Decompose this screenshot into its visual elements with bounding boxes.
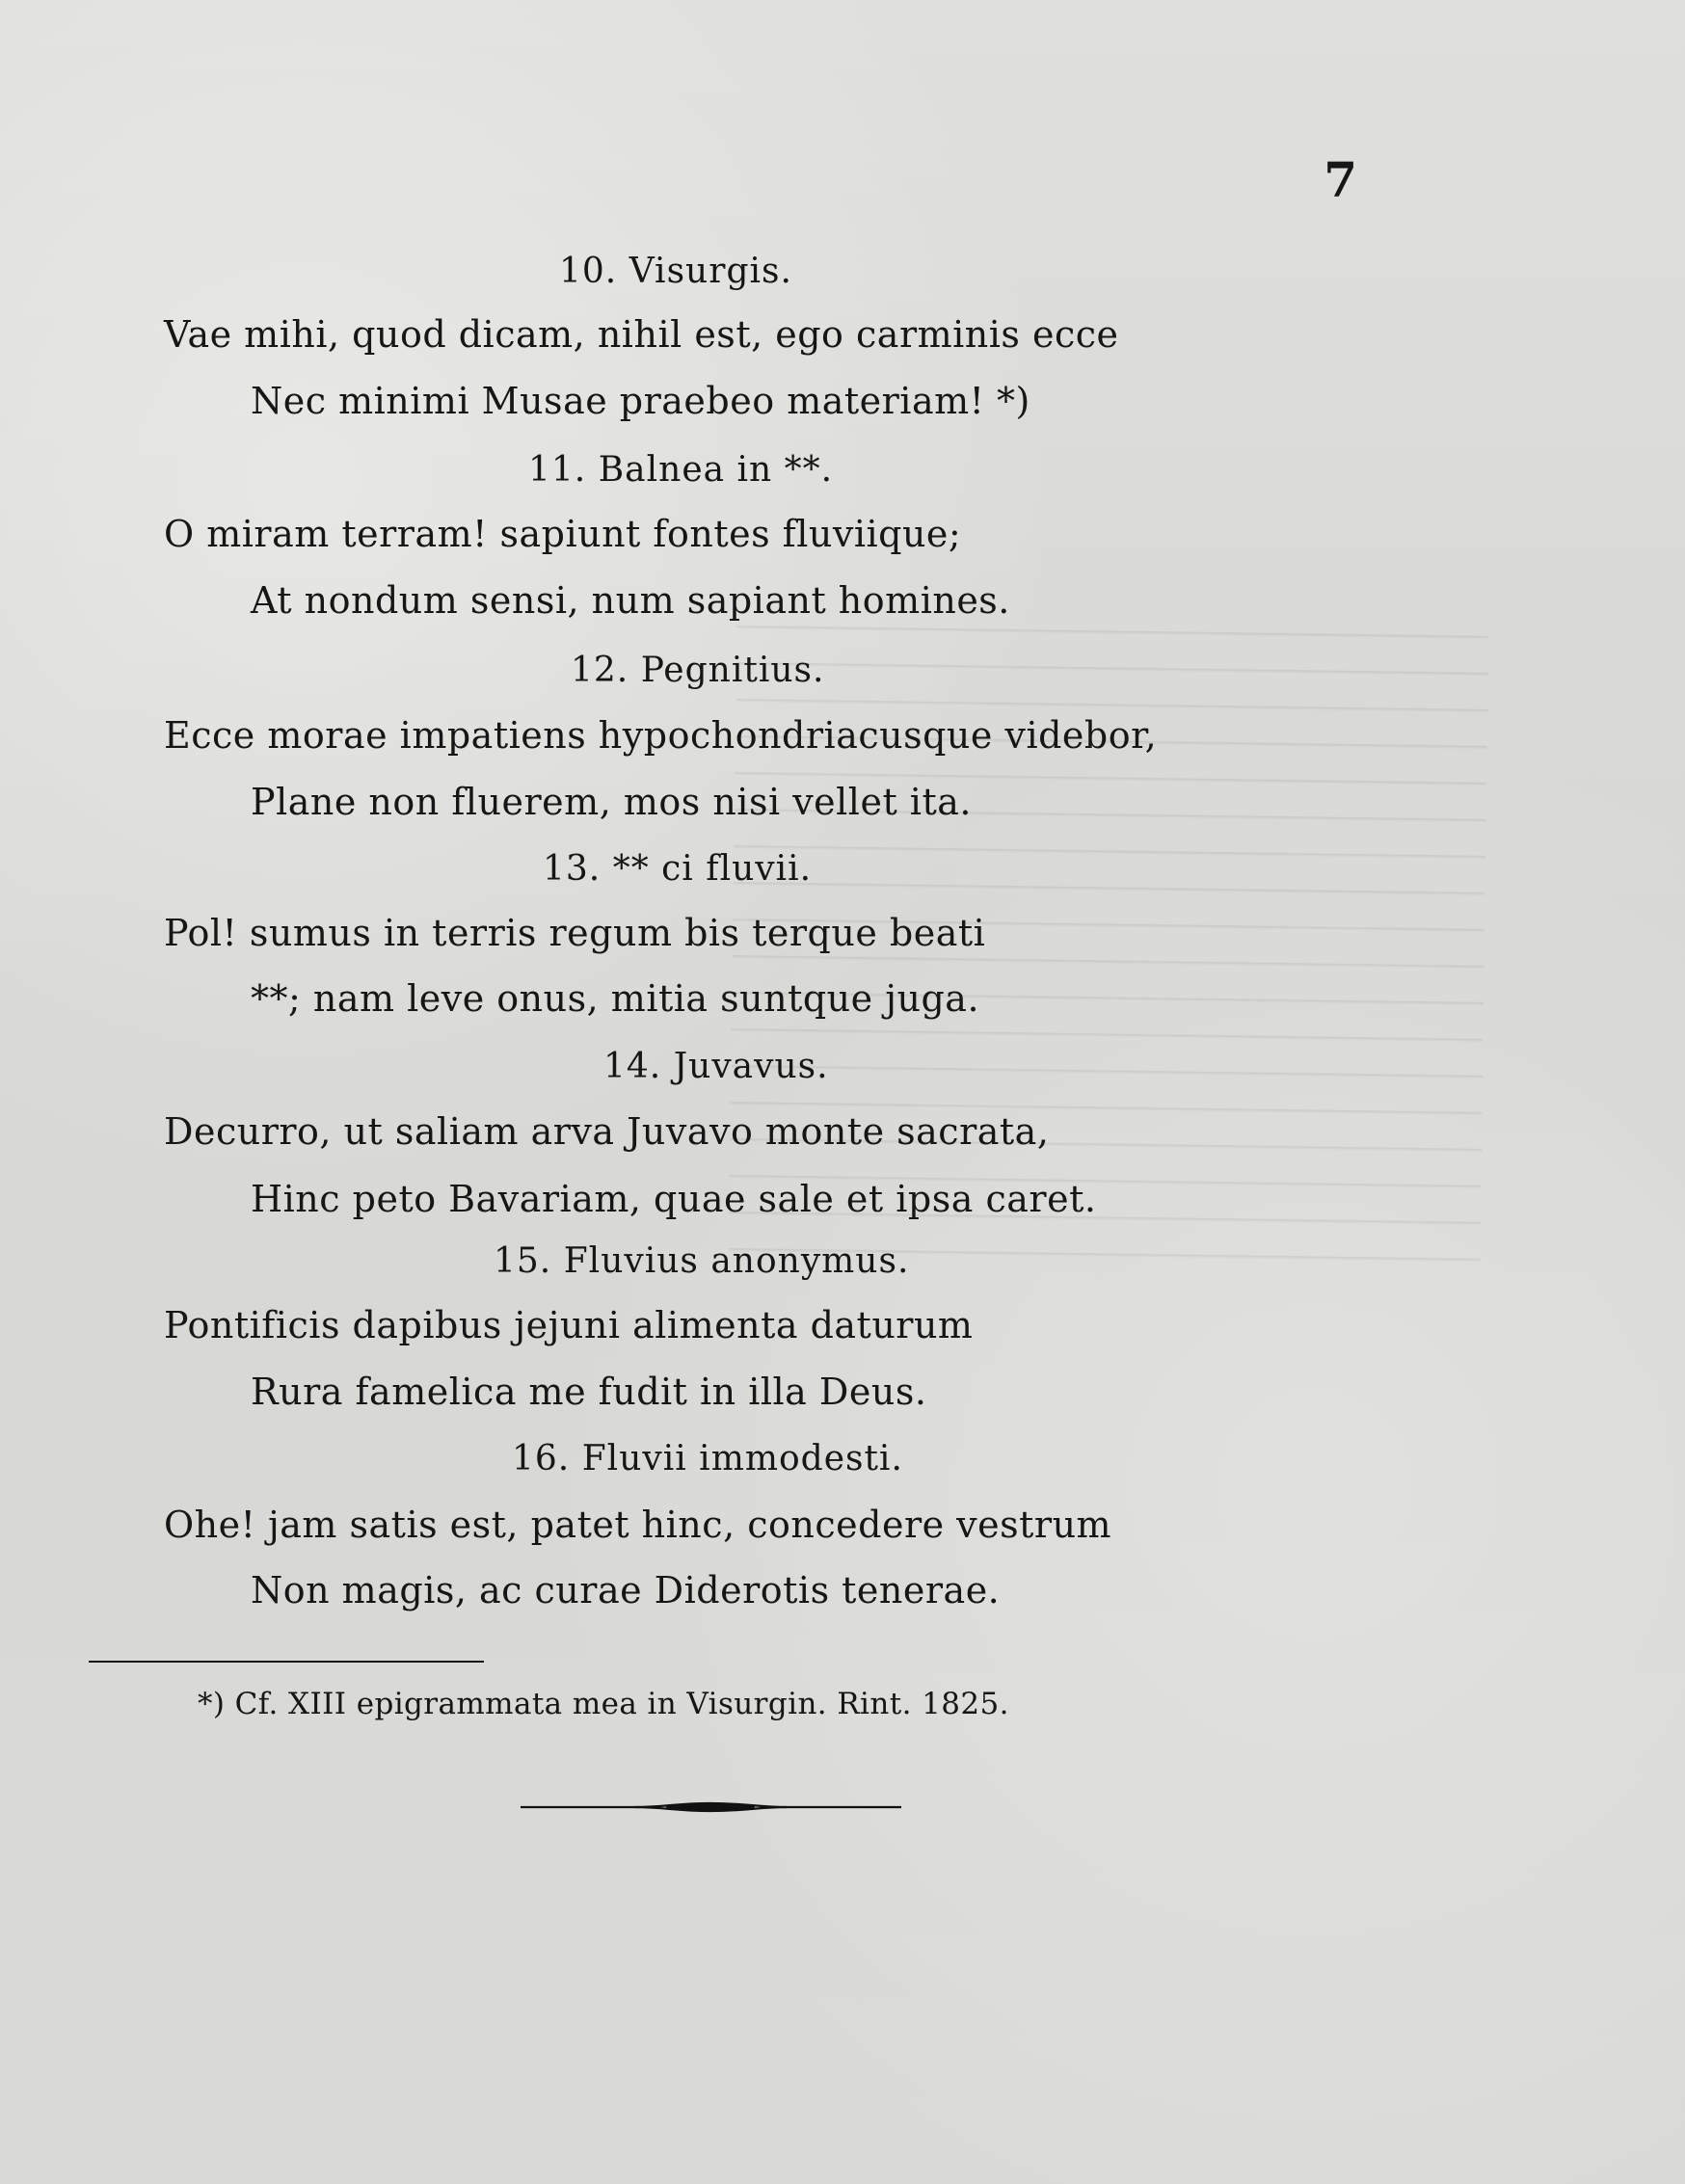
poem-16-line-1: Ohe! jam satis est, patet hinc, concedere vestrum xyxy=(164,1504,1112,1546)
poem-12-line-2: Plane non fluerem, mos nisi vellet ita. xyxy=(251,781,972,823)
poem-heading-16: 16. Fluvii immodesti. xyxy=(512,1439,903,1478)
poem-13-line-2: **; nam leve onus, mitia suntque juga. xyxy=(251,977,980,1020)
poem-15-line-2: Rura famelica me fudit in illa Deus. xyxy=(251,1371,927,1413)
poem-16-line-2: Non magis, ac curae Diderotis tenerae. xyxy=(251,1569,1001,1611)
poem-11-line-1: O miram terram! sapiunt fontes fluviique; xyxy=(164,513,962,555)
poem-14-line-2: Hinc peto Bavariam, quae sale et ipsa caret. xyxy=(251,1178,1097,1220)
poem-10-line-2: Nec minimi Musae praebeo materiam! *) xyxy=(251,380,1030,422)
poem-heading-15: 15. Fluvius anonymus. xyxy=(494,1241,910,1281)
poem-10-line-1: Vae mihi, quod dicam, nihil est, ego carminis ecce xyxy=(164,313,1119,356)
poem-heading-11: 11. Balnea in **. xyxy=(528,450,834,490)
poem-12-line-1: Ecce morae impatiens hypochondriacusque videbor, xyxy=(164,714,1158,757)
poem-13-line-1: Pol! sumus in terris regum bis terque beati xyxy=(164,912,986,954)
footnote: *) Cf. XIII epigrammata mea in Visurgin. Rint. 1825. xyxy=(198,1687,1009,1721)
poem-heading-10: 10. Visurgis. xyxy=(559,252,792,291)
poem-14-line-1: Decurro, ut saliam arva Juvavo monte sacrata, xyxy=(164,1110,1050,1153)
page-number: 7 xyxy=(1324,151,1357,208)
ornamental-rule xyxy=(521,1800,901,1814)
poem-heading-12: 12. Pegnitius. xyxy=(571,651,825,690)
poem-heading-14: 14. Juvavus. xyxy=(603,1047,829,1086)
poem-15-line-1: Pontificis dapibus jejuni alimenta daturum xyxy=(164,1304,974,1346)
poem-heading-13: 13. ** ci fluvii. xyxy=(543,849,813,889)
poem-11-line-2: At nondum sensi, num sapiant homines. xyxy=(251,579,1010,622)
footnote-rule xyxy=(89,1661,484,1663)
